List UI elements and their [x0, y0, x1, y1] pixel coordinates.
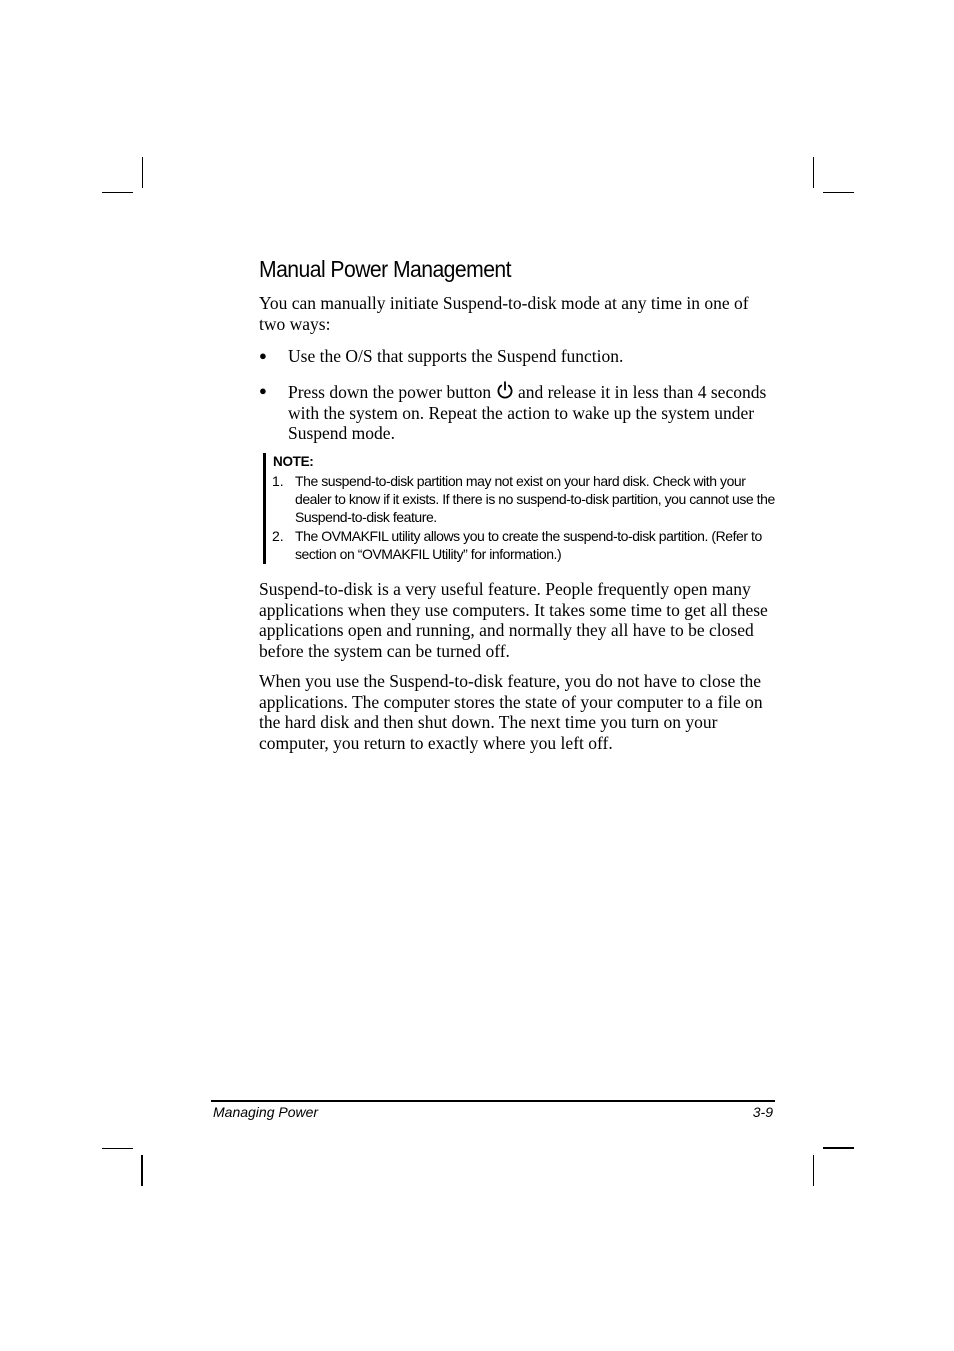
list-item-text-after: and release it in less than 4 seconds with the system on. Repeat the action to wake up the system under Suspend mode. [288, 382, 767, 443]
crop-mark-top-right-v [813, 157, 814, 188]
list-item-text [288, 381, 779, 444]
bullet-icon: ● [259, 348, 267, 363]
crop-mark-top-left-h [102, 192, 133, 193]
crop-mark-bottom-left-v [141, 1155, 143, 1186]
page-title: Manual Power Management [259, 256, 511, 282]
list-item-text: Use the O/S that supports the Suspend function. [288, 346, 624, 366]
crop-mark-top-left-v [142, 157, 143, 188]
intro-paragraph: You can manually initiate Suspend-to-disk mode at any time in one of two ways: [259, 293, 749, 334]
bullet-icon: ● [259, 383, 267, 398]
crop-mark-bottom-right-h [823, 1147, 854, 1149]
footer-section-title: Managing Power [213, 1104, 319, 1120]
footer-page-number: 3-9 [752, 1104, 773, 1120]
crop-mark-bottom-left-h [102, 1148, 133, 1149]
note-item-text: The OVMAKFIL utility allows you to create the suspend-to-disk partition. (Refer to section on “OVMAKFIL Utility” for information.) [295, 528, 762, 563]
body-paragraph: When you use the Suspend-to-disk feature, you do not have to close the applications. The computer stores the state of your computer to a file on the hard disk and then shut down. The next time you turn on your computer, you return to exactly where you left off. [259, 671, 763, 753]
note-label: NOTE: [273, 454, 314, 469]
body-paragraph: Suspend-to-disk is a very useful feature. People frequently open many applications when they use computers. It takes some time to get all these applications open and running, and normally they all have to be closed before the system can be turned off. [259, 579, 768, 661]
note-item-text: The suspend-to-disk partition may not exist on your hard disk. Check with your dealer to know if it exists. If there is no suspend-to-disk partition, you cannot use the Suspend-to-disk feature. [295, 473, 775, 526]
note-item-number: 1. [272, 473, 284, 489]
crop-mark-bottom-right-v [813, 1155, 814, 1186]
note-item-number: 2. [272, 528, 284, 544]
footer-rule [211, 1100, 775, 1102]
power-icon [496, 381, 514, 399]
crop-mark-top-right-h [823, 192, 854, 193]
note-box [263, 453, 781, 564]
list-item-text-before: Press down the power button [288, 382, 492, 402]
